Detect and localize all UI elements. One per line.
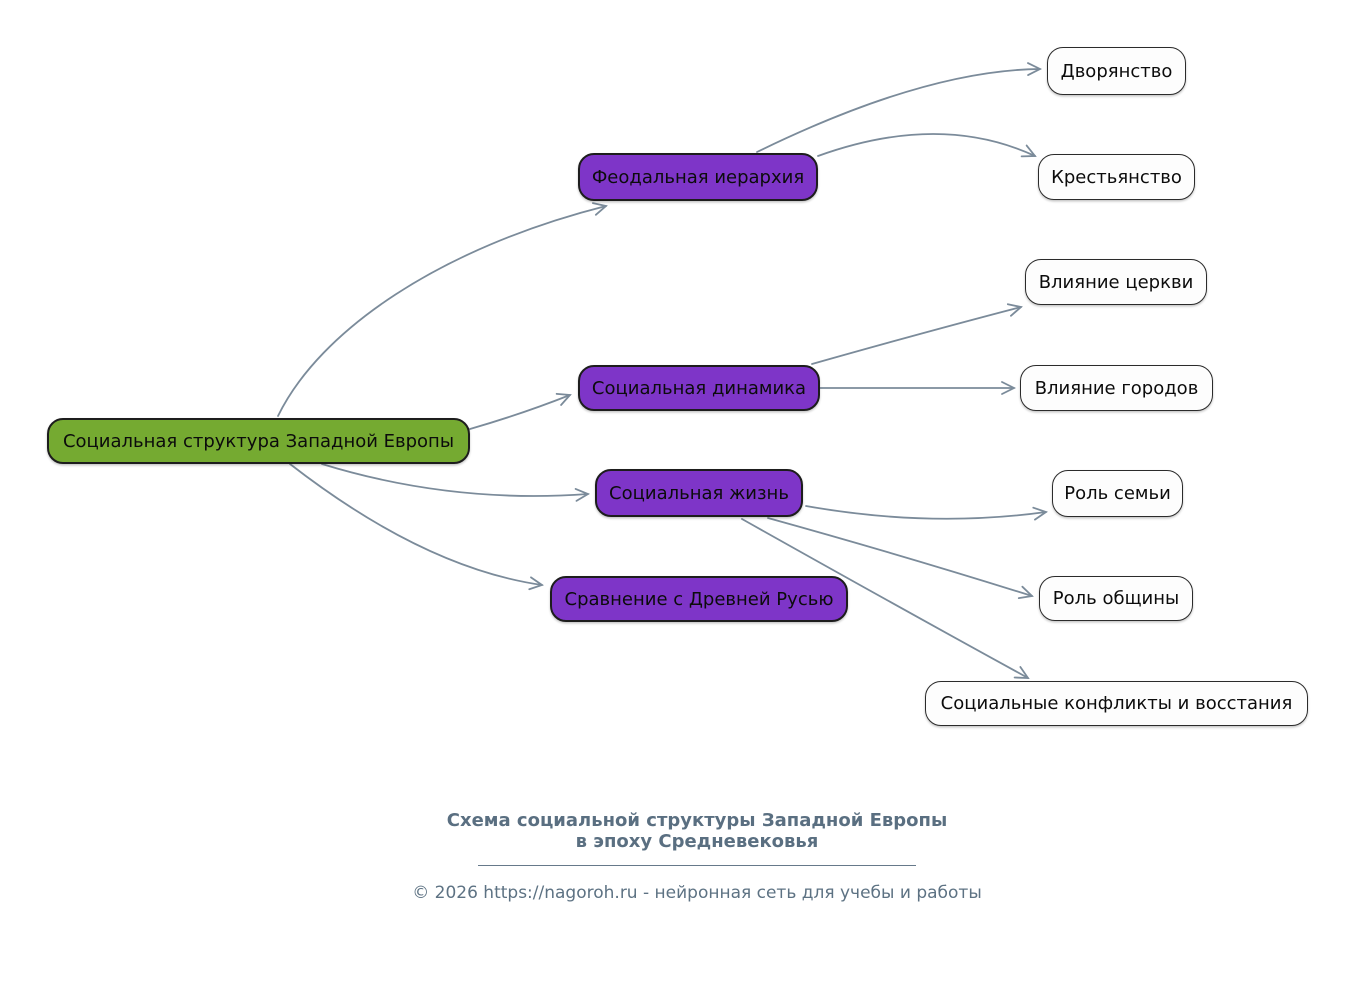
node-comparison-ancient-rus: Сравнение с Древней Русью <box>550 576 848 622</box>
footer-copyright: © 2026 https://nagoroh.ru - нейронная сеть для учебы и работы <box>412 883 982 903</box>
node-nobility: Дворянство <box>1047 47 1186 95</box>
node-cities-influence: Влияние городов <box>1020 365 1213 411</box>
edge-social-life-family-role <box>806 506 1046 519</box>
edge-feudal-peasantry <box>818 134 1035 156</box>
edge-root-feudal-hierarchy <box>278 206 606 416</box>
node-family-role: Роль семьи <box>1052 470 1183 517</box>
node-feudal-hierarchy: Феодальная иерархия <box>578 153 818 201</box>
edge-root-social-dynamics <box>470 395 570 429</box>
node-community-role: Роль общины <box>1039 576 1193 621</box>
node-social-dynamics: Социальная динамика <box>578 365 820 411</box>
node-peasantry: Крестьянство <box>1038 154 1195 200</box>
edge-dynamics-church-influence <box>812 307 1021 364</box>
footer-title: Схема социальной структуры Западной Европы в эпоху Средневековья <box>446 810 948 852</box>
node-church-influence: Влияние церкви <box>1025 259 1207 305</box>
node-root: Социальная структура Западной Европы <box>47 418 470 464</box>
edge-root-comparison-rus <box>290 464 542 585</box>
footer <box>397 810 997 903</box>
node-social-life: Социальная жизнь <box>595 469 803 517</box>
node-social-conflicts: Социальные конфликты и восстания <box>925 681 1308 726</box>
footer-divider <box>478 865 916 866</box>
edge-feudal-nobility <box>757 69 1040 152</box>
edge-root-social-life <box>322 464 588 496</box>
